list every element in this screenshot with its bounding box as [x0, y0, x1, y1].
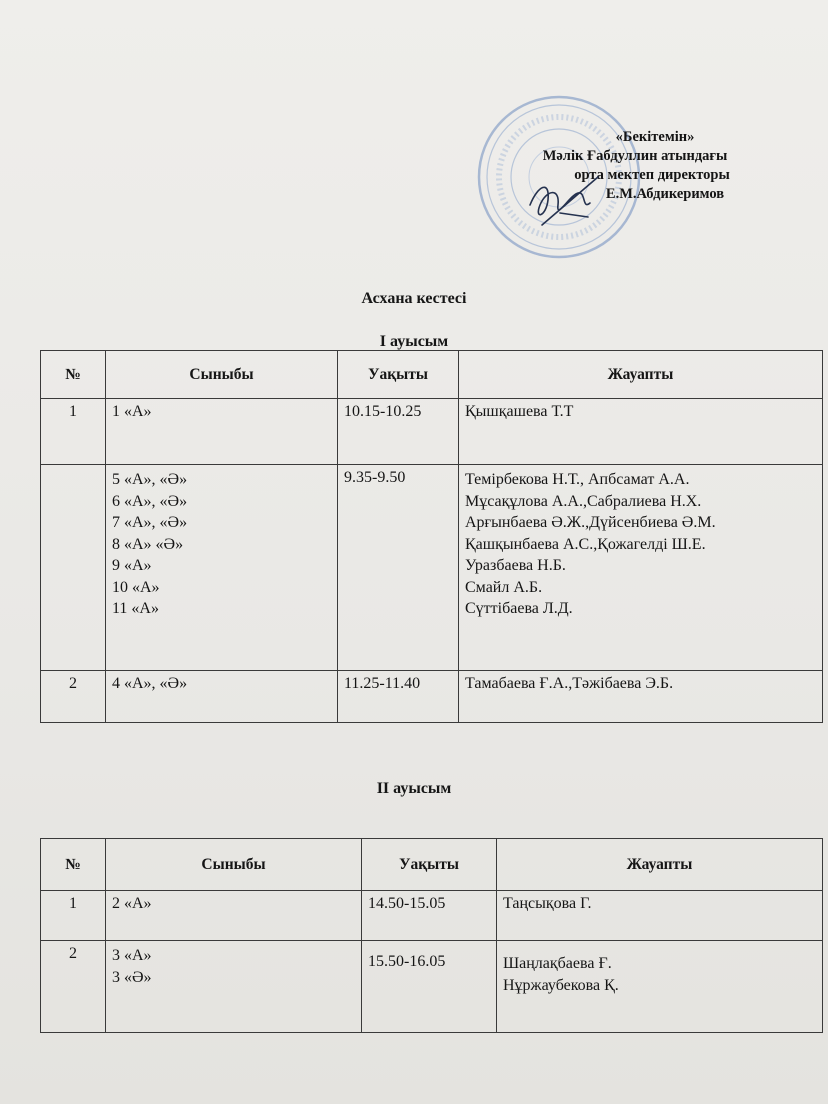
responsible-entry: Мұсақұлова А.А.,Сабралиева Н.Х. [465, 492, 702, 510]
column-header-time: Уақыты [362, 839, 497, 891]
column-header-class: Сыныбы [106, 351, 338, 399]
column-header-responsible: Жауапты [459, 351, 823, 399]
responsible-entry: Нұржаубекова Қ. [503, 976, 619, 994]
row-responsible: Тамабаева Ғ.А.,Тәжібаева Э.Б. [459, 671, 823, 723]
row-time: 9.35-9.50 [338, 465, 459, 671]
class-entry: 10 «А» [112, 578, 160, 596]
class-entry: 9 «А» [112, 557, 152, 574]
table-row [41, 465, 823, 671]
row-responsible: Қышқашева Т.Т [459, 399, 823, 465]
row-class: 2 «А» [106, 891, 362, 941]
column-header-number: № [41, 351, 106, 399]
column-header-responsible: Жауапты [497, 839, 823, 891]
row-time: 11.25-11.40 [338, 671, 459, 723]
approval-line-2: Мәлік Ғабдуллин атындағы [542, 148, 728, 164]
table-row [41, 941, 823, 1033]
row-time: 10.15-10.25 [338, 399, 459, 465]
class-entry: 5 «А», «Ә» [112, 471, 188, 488]
responsible-entry: Темірбекова Н.Т., Апбсамат А.А. [465, 471, 690, 488]
row-responsible-list [459, 465, 823, 671]
row-time: 14.50-15.05 [362, 891, 497, 941]
row-number [41, 465, 106, 671]
responsible-entry: Қашқынбаева А.С.,Қожагелді Ш.Е. [465, 535, 706, 553]
table-row [41, 891, 823, 941]
row-class: 1 «А» [106, 399, 338, 465]
row-number: 1 [41, 399, 106, 465]
row-number: 1 [41, 891, 106, 941]
signature-icon [520, 165, 610, 235]
approval-line-1: «Бекітемін» [615, 129, 695, 145]
approval-line-4: Е.М.Абдикеримов [605, 186, 725, 202]
shift-2-table [40, 838, 823, 1033]
table-header-row [41, 839, 823, 891]
row-number: 2 [41, 671, 106, 723]
row-class: 4 «А», «Ә» [106, 671, 338, 723]
class-entry: 3 «Ә» [112, 968, 152, 986]
approval-line-3: орта мектеп директоры [574, 167, 730, 183]
class-entry: 11 «А» [112, 600, 159, 617]
shift-2-title: ІІ ауысым [376, 780, 452, 797]
column-header-time: Уақыты [338, 351, 459, 399]
class-entry: 8 «А» «Ә» [112, 535, 184, 553]
row-responsible-list [497, 941, 823, 1033]
class-entry: 6 «А», «Ә» [112, 492, 188, 510]
row-time: 15.50-16.05 [362, 941, 497, 1033]
table-header-row [41, 351, 823, 399]
shift-1-table [40, 350, 823, 723]
row-number: 2 [41, 941, 106, 1033]
shift-1-title: І ауысым [379, 333, 449, 350]
column-header-class: Сыныбы [106, 839, 362, 891]
row-class-list [106, 465, 338, 671]
table-row [41, 399, 823, 465]
responsible-entry: Уразбаева Н.Б. [465, 557, 566, 574]
class-entry: 7 «А», «Ә» [112, 514, 188, 531]
class-entry: 3 «А» [112, 947, 152, 964]
table-row [41, 671, 823, 723]
column-header-number: № [41, 839, 106, 891]
responsible-entry: Арғынбаева Ә.Ж.,Дүйсенбиева Ә.М. [465, 514, 716, 531]
responsible-entry: Смайл А.Б. [465, 578, 543, 596]
responsible-entry: Шаңлақбаева Ғ. [503, 955, 612, 972]
responsible-entry: Сүттібаева Л.Д. [465, 600, 573, 617]
document-title: Асхана кестесі [361, 290, 467, 307]
row-class-list [106, 941, 362, 1033]
row-responsible: Таңсықова Г. [497, 891, 823, 941]
